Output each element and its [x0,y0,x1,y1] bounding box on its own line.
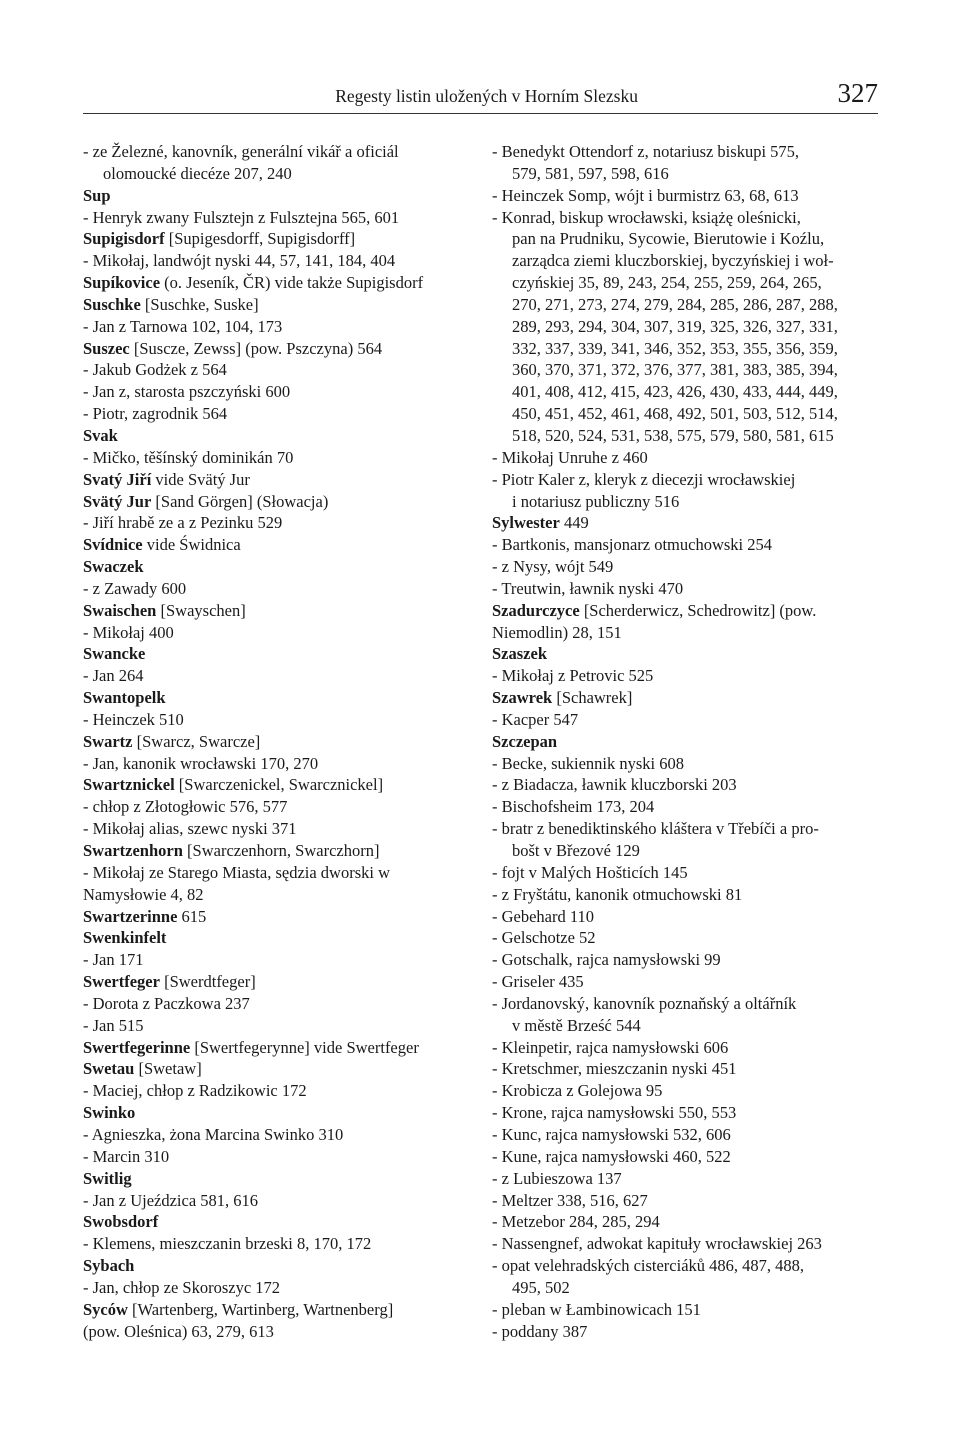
index-line [492,1233,877,1255]
page-number: 327 [837,78,878,108]
running-title: Regesty listin uložených v Horním Slezsku [335,86,638,106]
entry-text: - Jan 264 [83,666,144,686]
entry-text: - chłop z Złotogłowic 576, 577 [83,797,288,817]
index-line [492,906,877,928]
index-headword-entry [83,338,468,360]
entry-text: - Agnieszka, żona Marcina Swinko 310 [83,1124,344,1144]
index-headword-entry [83,774,468,796]
index-line [492,1037,877,1059]
index-headword-entry [492,731,877,753]
entry-text: [Sand Görgen] (Słowacja) [151,491,329,511]
index-headword-entry [83,1211,468,1233]
index-line [83,316,468,338]
entry-text: vide Svätý Jur [151,469,250,489]
index-headword-entry [83,469,468,491]
entry-text: - Jan 515 [83,1015,144,1035]
entry-text: - Kleinpetir, rajca namysłowski 606 [492,1037,729,1057]
headword: Szadurczyce [492,600,580,620]
entry-text: [Swetaw] [134,1059,202,1079]
entry-text: [Supigesdorff, Supigisdorff] [164,229,356,249]
index-line [492,1102,877,1124]
entry-text: 449 [559,513,589,533]
index-line [83,359,468,381]
index-headword-entry [492,643,877,665]
entry-text: - Mikołaj 400 [83,622,174,642]
entry-text: [Swerdtfeger] [159,972,256,992]
headword: Supigisdorf [83,229,165,249]
index-line [492,1321,877,1343]
entry-text: - Jordanovský, kanovník poznaňský a oltářník [492,993,797,1013]
index-line [83,1124,468,1146]
index-headword-entry [492,512,877,534]
index-line [492,534,877,556]
headword: Swenkinfelt [83,928,167,948]
index-line [83,381,468,403]
entry-text: - Gelschotze 52 [492,928,596,948]
entry-text: - Klemens, mieszczanin brzeski 8, 170, 172 [83,1234,372,1254]
entry-text: [Schawrek] [552,688,633,708]
entry-text: 289, 293, 294, 304, 307, 319, 325, 326, 327, 331, [512,316,838,336]
index-headword-entry [83,840,468,862]
index-line [83,1277,468,1299]
entry-text: - bratr z benediktinského kláštera v Třebíči a pro- [492,819,819,839]
entry-text: - z Biadacza, ławnik kluczborski 203 [492,775,737,795]
index-headword-entry [83,1058,468,1080]
index-line [492,949,877,971]
index-line [492,250,877,272]
index-headword-entry [83,927,468,949]
entry-text: [Swertfegerynne] vide Swertfeger [190,1037,419,1057]
index-line [83,1080,468,1102]
headword: Swertfegerinne [83,1037,191,1057]
index-line [492,316,877,338]
headword: Swetau [83,1059,135,1079]
entry-text: - Mikołaj, landwójt nyski 44, 57, 141, 184, 404 [83,251,396,271]
index-line [83,512,468,534]
headword: Swinko [83,1103,136,1123]
index-line [83,141,468,163]
index-headword-entry [83,294,468,316]
index-line [492,993,877,1015]
entry-text: pan na Prudniku, Sycowie, Bierutowie i Koźlu, [512,229,825,249]
entry-text: - Marcin 310 [83,1146,170,1166]
headword: Swartznickel [83,775,175,795]
headword: Supíkovice [83,273,161,293]
header-rule [83,113,878,114]
index-headword-entry [83,1255,468,1277]
index-line [83,993,468,1015]
index-headword-entry [83,425,468,447]
entry-text: - Griseler 435 [492,972,584,992]
right-column [492,141,877,1342]
running-header [83,80,878,114]
entry-text: olomoucké diecéze 207, 240 [103,163,292,183]
entry-text: - Heinczek Somp, wójt i burmistrz 63, 68, 613 [492,185,799,205]
headword: Sup [83,185,111,205]
index-line [83,862,468,884]
index-headword-entry [83,1037,468,1059]
headword: Svak [83,425,118,445]
index-line [492,381,877,403]
headword: Svätý Jur [83,491,152,511]
entry-text: - Mikołaj ze Starego Miasta, sędzia dworski w [83,862,391,882]
index-line [492,403,877,425]
index-headword-entry [83,971,468,993]
entry-text: - Jan, kanonik wrocławski 170, 270 [83,753,319,773]
entry-text: 332, 337, 339, 341, 346, 352, 353, 355, 356, 359, [512,338,838,358]
index-headword-entry [83,534,468,556]
index-line [83,1015,468,1037]
index-line [492,709,877,731]
entry-text: (o. Jeseník, ČR) vide także Supigisdorf [160,273,424,293]
index-line [492,556,877,578]
entry-text: 518, 520, 524, 531, 538, 575, 579, 580, 581, 615 [512,425,834,445]
index-line [492,774,877,796]
headword: Suszec [83,338,130,358]
index-line [492,796,877,818]
entry-text: - Mikołaj alias, szewc nyski 371 [83,819,297,839]
index-line [83,665,468,687]
index-line [492,971,877,993]
headword: Suschke [83,294,141,314]
entry-text: bošt v Březové 129 [512,841,640,860]
index-line [83,250,468,272]
index-line [492,469,877,491]
index-line [492,1190,877,1212]
headword: Swancke [83,644,146,664]
entry-text: - Mičko, těšínský dominikán 70 [83,447,294,467]
entry-text: [Swarcz, Swarcze] [132,731,261,751]
index-line [492,1168,877,1190]
index-line [492,840,877,862]
entry-text: - Krobicza z Golejowa 95 [492,1081,663,1101]
headword: Swartz [83,731,133,751]
entry-text: - Nassengnef, adwokat kapituły wrocławskiej 263 [492,1234,822,1254]
index-line [492,1124,877,1146]
headword: Szaszek [492,644,547,664]
index-headword-entry [83,1168,468,1190]
index-line [492,338,877,360]
entry-text: - Bischofsheim 173, 204 [492,797,655,817]
index-line [492,425,877,447]
entry-text: - Maciej, chłop z Radzikowic 172 [83,1081,307,1101]
index-line [492,1080,877,1102]
index-line [492,141,877,163]
entry-text: - Jan z Ujeździca 581, 616 [83,1190,259,1210]
entry-text: - Piotr Kaler z, kleryk z diecezji wrocławskiej [492,469,796,489]
headword: Szawrek [492,688,553,708]
entry-text: - Henryk zwany Fulsztejn z Fulsztejna 565, 601 [83,207,400,227]
index-headword-entry [83,906,468,928]
entry-text: [Suscze, Zewss] (pow. Pszczyna) 564 [129,338,383,358]
entry-text: - Mikołaj Unruhe z 460 [492,447,648,467]
entry-text: Niemodlin) 28, 151 [492,622,622,642]
headword: Swartzerinne [83,906,178,926]
headword: Sybach [83,1256,135,1276]
index-line [492,1015,877,1037]
entry-text: - Gotschalk, rajca namysłowski 99 [492,950,721,970]
index-line [492,927,877,949]
entry-text: - Jiří hrabě ze a z Pezinku 529 [83,513,283,533]
left-column [83,141,468,1342]
index-headword-entry [83,687,468,709]
headword: Swaischen [83,600,157,620]
entry-text: 360, 370, 371, 372, 376, 377, 381, 383, 385, 394, [512,360,838,380]
entry-text: - Jakub Godżek z 564 [83,360,227,380]
entry-text: 401, 408, 412, 415, 423, 426, 430, 433, 444, 449, [512,382,838,402]
index-line [83,709,468,731]
index-line [83,622,468,644]
headword: Syców [83,1299,128,1319]
entry-text: - Meltzer 338, 516, 627 [492,1190,648,1210]
index-line [492,884,877,906]
entry-text: czyńskiej 35, 89, 243, 254, 255, 259, 264, 265, [512,273,822,293]
index-line [492,185,877,207]
index-line [492,1255,877,1277]
entry-text: - fojt v Malých Hošticích 145 [492,862,688,882]
entry-text: 495, 502 [512,1277,570,1297]
entry-text: - Mikołaj z Petrovic 525 [492,666,654,686]
entry-text: - Benedykt Ottendorf z, notariusz biskupi 575, [492,142,800,161]
entry-text: - pleban w Łambinowicach 151 [492,1299,701,1319]
index-line [492,1277,877,1299]
index-line [492,818,877,840]
entry-text: [Swayschen] [156,600,246,620]
index-line [492,1211,877,1233]
index-line [83,796,468,818]
index-line [83,1146,468,1168]
entry-text: - poddany 387 [492,1321,588,1341]
index-headword-entry [83,600,468,622]
index-headword-entry [83,185,468,207]
index-line [83,753,468,775]
headword: Svídnice [83,535,143,555]
index-line [83,1321,468,1343]
entry-text: - Jan z, starosta pszczyński 600 [83,382,291,402]
index-line [492,665,877,687]
index-line [492,1058,877,1080]
entry-text: - Becke, sukiennik nyski 608 [492,753,685,773]
entry-text: - Konrad, biskup wrocławski, książę oleśnicki, [492,207,801,227]
index-line [83,818,468,840]
index-headword-entry [83,643,468,665]
index-line [83,403,468,425]
headword: Swaczek [83,557,144,577]
headword: Swobsdorf [83,1212,159,1232]
entry-text: - ze Železné, kanovník, generální vikář a oficiál [83,142,399,161]
entry-text: - Treutwin, ławnik nyski 470 [492,578,684,598]
index-headword-entry [83,556,468,578]
index-headword-entry [83,1299,468,1321]
entry-text: - Bartkonis, mansjonarz otmuchowski 254 [492,535,773,555]
entry-text: - z Lubieszowa 137 [492,1168,622,1188]
index-headword-entry [83,228,468,250]
entry-text: [Scherderwicz, Schedrowitz] (pow. [579,600,817,620]
entry-text: [Swarczenhorn, Swarczhorn] [182,841,380,860]
index-line [83,207,468,229]
headword: Swartzenhorn [83,841,183,860]
headword: Sylwester [492,513,560,533]
entry-text: - z Zawady 600 [83,578,187,598]
entry-text: 615 [177,906,207,926]
entry-text: - Jan, chłop ze Skoroszyc 172 [83,1277,281,1297]
entry-text: - Dorota z Paczkowa 237 [83,993,250,1013]
index-line [83,949,468,971]
headword: Swertfeger [83,972,160,992]
entry-text: - Kune, rajca namysłowski 460, 522 [492,1146,731,1166]
index-line [492,578,877,600]
index-line [492,862,877,884]
index-headword-entry [83,731,468,753]
index-line [83,163,468,185]
index-line [83,447,468,469]
headword: Swantopelk [83,688,166,708]
entry-text: i notariusz publiczny 516 [512,491,680,511]
index-line [492,207,877,229]
index-headword-entry [83,1102,468,1124]
entry-text: (pow. Oleśnica) 63, 279, 613 [83,1321,274,1341]
entry-text: v městě Brześć 544 [512,1015,641,1035]
index-line [492,491,877,513]
entry-text: - Krone, rajca namysłowski 550, 553 [492,1103,737,1123]
entry-text: - Kretschmer, mieszczanin nyski 451 [492,1059,737,1079]
entry-text: - Heinczek 510 [83,709,184,729]
entry-text: [Suschke, Suske] [140,294,259,314]
index-headword-entry [83,491,468,513]
entry-text: - z Nysy, wójt 549 [492,557,614,577]
entry-text: - Piotr, zagrodnik 564 [83,404,228,424]
entry-text: 579, 581, 597, 598, 616 [512,163,669,183]
entry-text: zarządca ziemi kluczborskiej, byczyńskiej i woł- [512,251,834,271]
index-line [492,622,877,644]
index-line [83,578,468,600]
index-line [83,884,468,906]
index-line [492,447,877,469]
headword: Szczepan [492,731,558,751]
entry-text: 450, 451, 452, 461, 468, 492, 501, 503, 512, 514, [512,404,838,424]
index-line [83,1233,468,1255]
index-line [492,272,877,294]
index-headword-entry [492,687,877,709]
index-line [492,294,877,316]
index-line [83,1190,468,1212]
entry-text: - Kacper 547 [492,709,579,729]
index-line [492,1299,877,1321]
index-line [492,1146,877,1168]
index-line [492,359,877,381]
entry-text: - Metzebor 284, 285, 294 [492,1212,660,1232]
entry-text: [Swarczenickel, Swarcznickel] [174,775,384,795]
entry-text: - Kunc, rajca namysłowski 532, 606 [492,1124,731,1144]
index-line [492,753,877,775]
entry-text: [Wartenberg, Wartinberg, Wartnenberg] [127,1299,394,1319]
entry-text: - opat velehradských cisterciáků 486, 487, 488, [492,1256,805,1276]
index-line [492,163,877,185]
index-line [492,228,877,250]
index-headword-entry [492,600,877,622]
entry-text: Namysłowie 4, 82 [83,884,204,904]
entry-text: 270, 271, 273, 274, 279, 284, 285, 286, 287, 288, [512,294,838,314]
headword: Switlig [83,1168,132,1188]
index-headword-entry [83,272,468,294]
entry-text: - Jan z Tarnowa 102, 104, 173 [83,316,283,336]
entry-text: - Jan 171 [83,950,144,970]
entry-text: - Gebehard 110 [492,906,595,926]
entry-text: - z Fryštátu, kanonik otmuchowski 81 [492,884,743,904]
entry-text: vide Świdnica [142,535,241,555]
headword: Svatý Jiří [83,469,152,489]
